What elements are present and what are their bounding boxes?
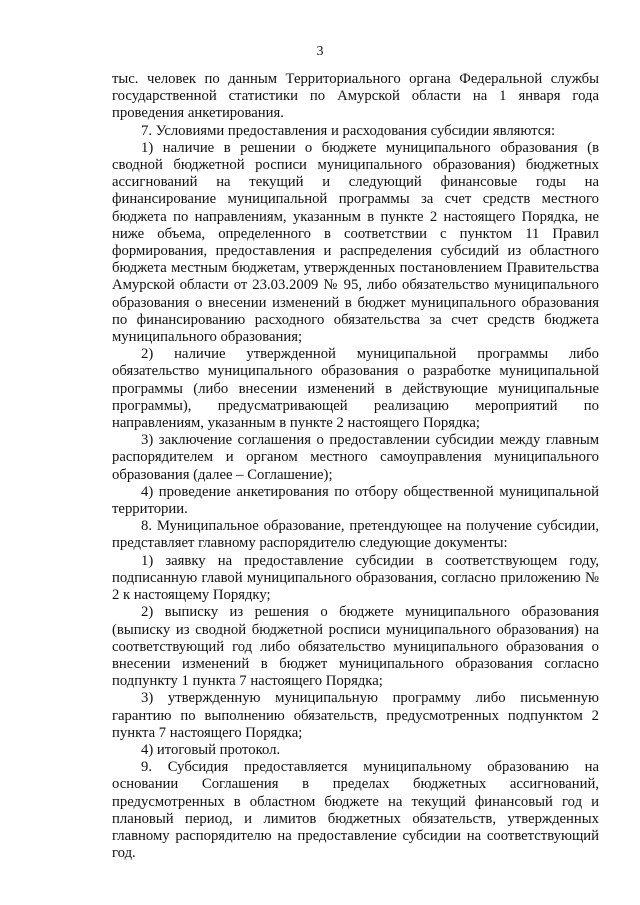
- paragraph-item-8-4: 4) итоговый протокол.: [141, 741, 281, 758]
- paragraph-item-8-1: 1) заявку на предоставление субсидии в соответствующем году, подписанную главой муниципального образования, согласно приложению № 2 к настоящему Порядку;: [112, 552, 599, 604]
- paragraph-item-9: 9. Субсидия предоставляется муниципальному образованию на основании Соглашения в пределах бюджетных ассигнований, предусмотренных в областном бюджете на текущий финансовый год и плановый период, и лимитов бюджетных обязательств, утвержденных главному распорядителю на предоставление субсидии на соответствующий год.: [112, 759, 599, 862]
- paragraph-item-7-3: 3) заключение соглашения о предоставлении субсидии между главным распорядителем и органом местного самоуправления муниципального образования (далее – Соглашение);: [112, 432, 599, 483]
- paragraph-item-8-2: 2) выписку из решения о бюджете муниципального образования (выписку из сводной бюджетной росписи муниципального образования) на соответствующий год либо обязательство муниципального образования о внесении изменений в бюджет муниципального образования согласно подпункту 1 пункта 7 настоящего Порядка;: [112, 604, 599, 690]
- paragraph-item-8-3: 3) утвержденную муниципальную программу либо письменную гарантию по выполнению обязательств, предусмотренных подпунктом 2 пункта 7 настоящего Порядка;: [112, 690, 599, 741]
- paragraph-item-7-heading: 7. Условиями предоставления и расходования субсидии являются:: [141, 122, 556, 139]
- paragraph-continuation: тыс. человек по данным Территориального органа Федеральной службы государственной статистики по Амурской области на 1 января года проведения анкетирования.: [112, 71, 599, 122]
- paragraph-item-7-4: 4) проведение анкетирования по отбору общественной муниципальной территории.: [112, 483, 599, 518]
- paragraph-item-8-heading: 8. Муниципальное образование, претендующее на получение субсидии, представляет главному распорядителю следующие документы:: [112, 518, 599, 552]
- page-number: 3: [316, 44, 324, 59]
- paragraph-item-7-1: 1) наличие в решении о бюджете муниципального образования (в сводной бюджетной росписи муниципального образования) бюджетных ассигнований на текущий и следующий финансовые годы на финансирование муниципальной программы за счет средств местного бюджета по направлениям, указанным в пункте 2 настоящего Порядка, не ниже объема, определенного в соответствии с пунктом 11 Правил формирования, предоставления и распределения субсидий из областного бюджета местным бюджетам, утвержденных постановлением Правительства Амурской области от 23.03.2009 № 95, либо обязательство муниципального образования о внесении изменений в бюджет муниципального образования по финансированию расходного обязательства за счет средств бюджета муниципального образования;: [112, 139, 599, 346]
- document-body: [112, 71, 599, 862]
- paragraph-item-7-2: 2) наличие утвержденной муниципальной программы либо обязательство муниципального образования о разработке муниципальной программы (либо внесении изменений в действующие муниципальные программы), предусматривающей реализацию мероприятий по направлениям, указанным в пункте 2 настоящего Порядка;: [112, 346, 599, 432]
